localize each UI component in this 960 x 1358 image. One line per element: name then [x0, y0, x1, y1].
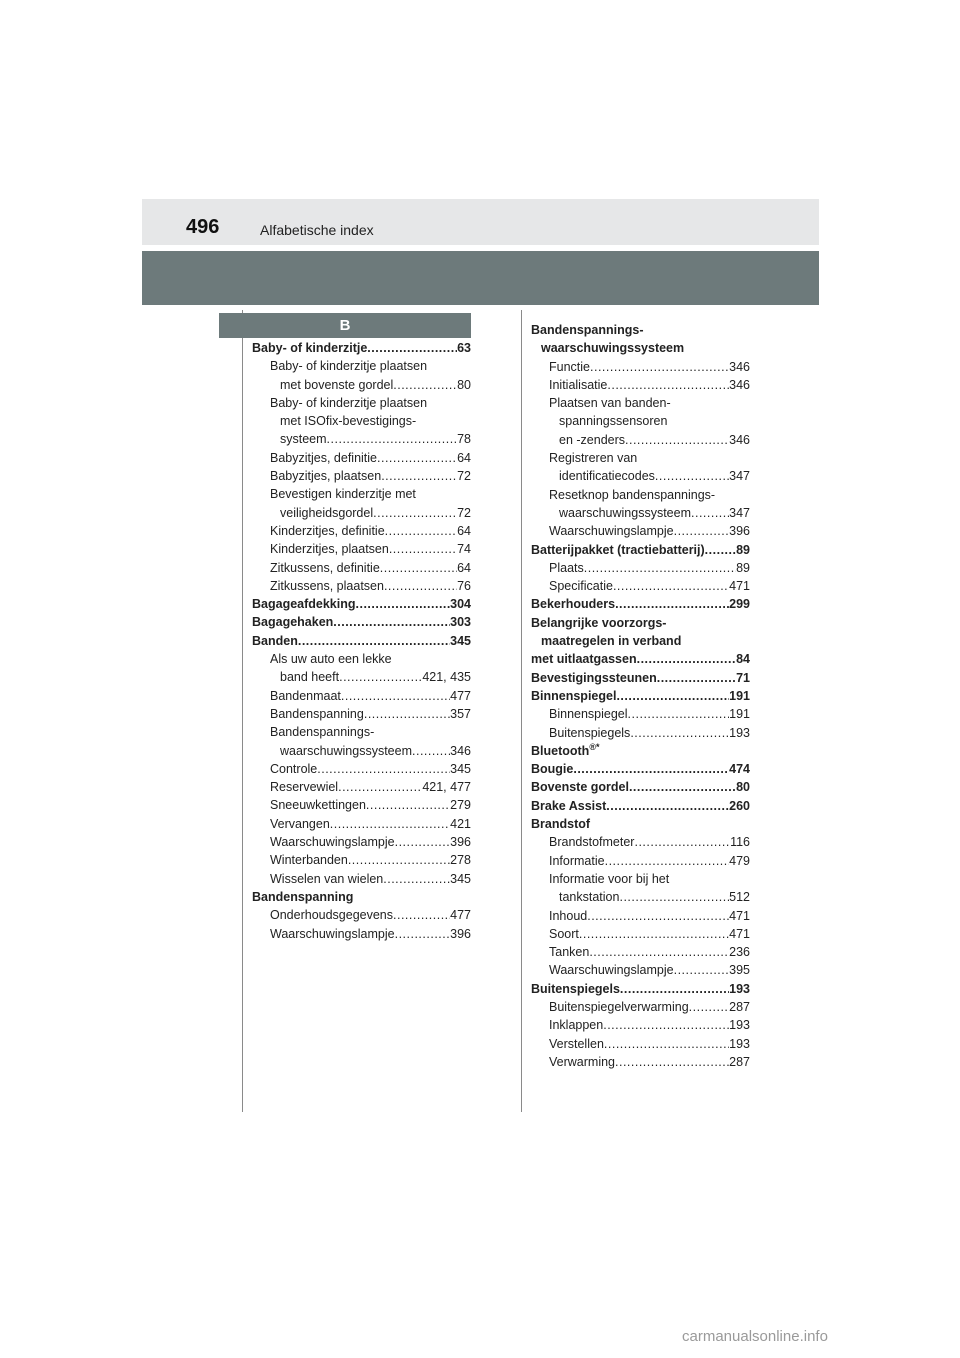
entry-term: Functie: [549, 359, 590, 374]
entry-superscript: ®*: [589, 741, 600, 752]
entry-term: Bandenspanning: [252, 889, 354, 904]
index-subentry: [252, 760, 471, 778]
header-bar: [142, 199, 819, 245]
dot-leader: [395, 833, 451, 851]
page-reference: 191: [729, 688, 750, 703]
index-subentry: [252, 687, 471, 705]
dot-leader: [393, 376, 457, 394]
index-entry: [252, 632, 471, 650]
dot-leader: [604, 1035, 729, 1053]
dot-leader: [327, 430, 458, 448]
dot-leader: [616, 687, 729, 705]
dot-leader: [317, 760, 450, 778]
entry-term: Inhoud: [549, 908, 588, 923]
page-reference: 421, 477: [422, 780, 471, 795]
index-subentry: [252, 430, 471, 448]
index-entry: [252, 595, 471, 613]
entry-term: Informatie voor bij het: [549, 871, 670, 886]
page-reference: 477: [450, 908, 471, 923]
index-subentry: [531, 412, 750, 430]
entry-term: Specificatie: [549, 579, 613, 594]
index-entry: [531, 742, 750, 760]
entry-term: Registreren van: [549, 451, 638, 466]
index-subentry: [252, 504, 471, 522]
entry-term: Buitenspiegelverwarming: [549, 999, 689, 1014]
index-subentry: [531, 925, 750, 943]
dot-leader: [373, 504, 457, 522]
entry-term: spanningssensoren: [559, 414, 668, 429]
page-reference: 346: [729, 377, 750, 392]
entry-term: systeem: [280, 432, 327, 447]
index-entry: [531, 797, 750, 815]
dot-leader: [630, 724, 729, 742]
entry-term: Baby- of kinderzitje: [252, 341, 368, 355]
page-reference: 346: [729, 359, 750, 374]
page-reference: 116: [730, 835, 750, 850]
entry-term: Buitenspiegels: [531, 981, 620, 996]
entry-term: Bekerhouders: [531, 597, 616, 612]
entry-term: met ISOfix-bevestigings-: [280, 414, 417, 429]
index-subentry: [531, 467, 750, 485]
index-entry: [531, 650, 750, 668]
entry-term: Babyzitjes, definitie: [270, 450, 378, 465]
index-entry: [252, 339, 471, 357]
dot-leader: [338, 778, 422, 796]
index-subentry: [252, 650, 471, 668]
index-subentry: [252, 778, 471, 796]
index-subentry: [531, 486, 750, 504]
index-subentry: [531, 1035, 750, 1053]
entry-term: Tanken: [549, 945, 590, 960]
entry-term: Bagagehaken: [252, 615, 334, 630]
dot-leader: [573, 760, 729, 778]
entry-term: Verwarming: [549, 1054, 615, 1069]
dot-leader: [620, 980, 729, 998]
index-subentry: [531, 907, 750, 925]
index-column-left: [252, 339, 471, 943]
page-reference: 303: [450, 615, 471, 630]
dot-leader: [356, 595, 451, 613]
entry-term: Buitenspiegels: [549, 725, 631, 740]
page-title: Alfabetische index: [260, 222, 374, 238]
entry-term: en -zenders: [559, 432, 626, 447]
index-subentry: [252, 705, 471, 723]
index-subentry: [531, 724, 750, 742]
page-reference: 193: [729, 1036, 750, 1051]
index-entry: [531, 778, 750, 796]
page-reference: 347: [729, 505, 750, 520]
page-reference: 84: [736, 652, 750, 667]
dot-leader: [607, 376, 729, 394]
dot-leader: [615, 595, 729, 613]
entry-term: Bougie: [531, 762, 574, 777]
index-subentry: [531, 705, 750, 723]
index-subentry: [531, 504, 750, 522]
dot-leader: [590, 358, 729, 376]
index-subentry: [252, 723, 471, 741]
index-subentry: [252, 925, 471, 943]
index-subentry: [252, 394, 471, 412]
index-subentry: [531, 522, 750, 540]
page-number: 496: [186, 216, 220, 238]
index-subentry: [252, 796, 471, 814]
index-subentry: [531, 449, 750, 467]
page-reference: 421, 435: [422, 670, 471, 685]
index-subentry: [252, 851, 471, 869]
header-band: [142, 251, 819, 305]
entry-term: Binnenspiegel: [549, 707, 628, 722]
dot-leader: [637, 650, 737, 668]
page-reference: 63: [457, 341, 471, 355]
dot-leader: [619, 888, 729, 906]
dot-leader: [383, 870, 450, 888]
entry-term: met uitlaatgassen: [531, 652, 637, 667]
dot-leader: [579, 925, 729, 943]
page-reference: 345: [450, 871, 471, 886]
dot-leader: [674, 961, 730, 979]
index-entry: [531, 980, 750, 998]
page-reference: 346: [450, 743, 471, 758]
entry-term: Waarschuwingslampje: [270, 835, 395, 850]
page-reference: 76: [457, 578, 471, 593]
dot-leader: [634, 833, 730, 851]
entry-term: Bevestigen kinderzitje met: [270, 487, 416, 502]
index-subentry: [252, 742, 471, 760]
entry-term: Initialisatie: [549, 377, 608, 392]
index-subentry: [531, 870, 750, 888]
dot-leader: [606, 797, 729, 815]
page-reference: 64: [457, 450, 471, 465]
dot-leader: [341, 687, 450, 705]
dot-leader: [395, 925, 451, 943]
entry-term: Inklappen: [549, 1018, 604, 1033]
dot-leader: [333, 613, 450, 631]
entry-term: Bandenspannings-: [270, 725, 375, 740]
page-reference: 89: [736, 560, 750, 575]
entry-term: veiligheidsgordel: [280, 505, 374, 520]
index-subentry: [531, 1016, 750, 1034]
index-entry: [531, 321, 750, 339]
entry-term: Winterbanden: [270, 853, 348, 868]
entry-term: Bandenmaat: [270, 688, 341, 703]
entry-term: Batterijpakket (tractiebatterij): [531, 542, 705, 557]
index-subentry: [252, 577, 471, 595]
dot-leader: [689, 998, 729, 1016]
entry-term: Baby- of kinderzitje plaatsen: [270, 359, 428, 374]
entry-term: Waarschuwingslampje: [270, 926, 395, 941]
entry-term: Als uw auto een lekke: [270, 652, 392, 667]
page-reference: 396: [450, 835, 471, 850]
page-reference: 236: [729, 945, 750, 960]
entry-term: Bevestigingssteunen: [531, 670, 657, 685]
dot-leader: [364, 705, 450, 723]
entry-term: identificatiecodes: [559, 469, 655, 484]
entry-term: Onderhoudsgegevens: [270, 908, 394, 923]
index-subentry: [252, 376, 471, 394]
entry-term: waarschuwingssysteem: [541, 341, 685, 356]
index-subentry: [531, 559, 750, 577]
index-entry: [531, 687, 750, 705]
entry-term: maatregelen in verband: [541, 634, 682, 649]
page-reference: 471: [729, 926, 750, 941]
dot-leader: [605, 852, 730, 870]
entry-term: Brake Assist: [531, 798, 607, 813]
dot-leader: [587, 907, 729, 925]
entry-term: Zitkussens, plaatsen: [270, 578, 384, 593]
page-reference: 287: [729, 999, 750, 1014]
index-entry: [531, 541, 750, 559]
index-entry: [531, 595, 750, 613]
index-entry: [531, 669, 750, 687]
index-subentry: [252, 833, 471, 851]
index-subentry: [531, 376, 750, 394]
dot-leader: [377, 449, 457, 467]
page-reference: 191: [729, 707, 750, 722]
entry-term: Bandenspanning: [270, 706, 364, 721]
entry-term: waarschuwingssysteem: [559, 505, 691, 520]
dot-leader: [625, 431, 729, 449]
dot-leader: [381, 467, 457, 485]
entry-term: Babyzitjes, plaatsen: [270, 469, 382, 484]
index-subentry: [252, 815, 471, 833]
dot-leader: [705, 541, 736, 559]
page-reference: 80: [457, 377, 471, 392]
entry-term: Resetknop bandenspannings-: [549, 487, 716, 502]
page-reference: 347: [729, 469, 750, 484]
entry-term: tankstation: [559, 890, 620, 905]
entry-term: band heeft: [280, 670, 340, 685]
dot-leader: [615, 1053, 729, 1071]
dot-leader: [298, 632, 450, 650]
entry-term: Verstellen: [549, 1036, 604, 1051]
entry-term: Zitkussens, definitie: [270, 560, 380, 575]
dot-leader: [385, 522, 457, 540]
index-subentry: [252, 449, 471, 467]
index-subentry: [252, 412, 471, 430]
page-reference: 345: [450, 761, 471, 776]
entry-term: Banden: [252, 633, 298, 648]
dot-leader: [629, 778, 736, 796]
entry-term: Brandstof: [531, 817, 591, 832]
page-reference: 395: [729, 963, 750, 978]
entry-term: Bovenste gordel: [531, 780, 629, 795]
page-reference: 396: [450, 926, 471, 941]
dot-leader: [613, 577, 729, 595]
entry-term: Bagageafdekking: [252, 597, 356, 612]
dot-leader: [628, 705, 730, 723]
column-divider-left: [242, 310, 243, 1112]
page-reference: 72: [457, 505, 471, 520]
entry-term: Bandenspannings-: [531, 323, 644, 337]
page-reference: 193: [729, 725, 750, 740]
page-reference: 64: [457, 560, 471, 575]
index-subentry: [531, 833, 750, 851]
index-subentry: [252, 906, 471, 924]
dot-leader: [584, 559, 736, 577]
entry-term: Sneeuwkettingen: [270, 798, 366, 813]
index-entry: [531, 760, 750, 778]
dot-leader: [589, 943, 729, 961]
index-entry: [252, 888, 471, 906]
entry-term: Soort: [549, 926, 579, 941]
index-subentry: [252, 485, 471, 503]
page-reference: 471: [729, 579, 750, 594]
entry-term: Kinderzitjes, definitie: [270, 523, 385, 538]
dot-leader: [339, 668, 422, 686]
index-subentry: [531, 961, 750, 979]
page-reference: 71: [736, 670, 750, 685]
index-subentry: [252, 668, 471, 686]
index-subentry: [252, 559, 471, 577]
index-subentry: [252, 357, 471, 375]
index-entry: [531, 632, 750, 650]
entry-term: Wisselen van wielen: [270, 871, 384, 886]
dot-leader: [393, 906, 450, 924]
entry-term: met bovenste gordel: [280, 377, 394, 392]
page-reference: 396: [729, 524, 750, 539]
column-divider-middle: [521, 310, 522, 1112]
page-reference: 512: [729, 890, 750, 905]
index-column-right: [531, 321, 750, 1071]
index-subentry: [531, 577, 750, 595]
entry-term: Reservewiel: [270, 780, 339, 795]
index-subentry: [531, 394, 750, 412]
index-subentry: [531, 431, 750, 449]
page-reference: 80: [736, 780, 750, 795]
dot-leader: [366, 796, 450, 814]
entry-term: Belangrijke voorzorgs-: [531, 615, 667, 630]
section-letter-heading: B: [219, 313, 471, 338]
index-subentry: [531, 358, 750, 376]
dot-leader: [603, 1016, 729, 1034]
entry-term: Plaats: [549, 560, 584, 575]
dot-leader: [348, 851, 450, 869]
page-reference: 345: [450, 633, 471, 648]
page-reference: 477: [450, 688, 471, 703]
index-entry: [531, 815, 750, 833]
dot-leader: [380, 559, 457, 577]
dot-leader: [367, 339, 457, 357]
page-reference: 64: [457, 523, 471, 538]
dot-leader: [330, 815, 450, 833]
page-reference: 421: [450, 816, 471, 831]
index-subentry: [252, 522, 471, 540]
entry-term: Waarschuwingslampje: [549, 963, 674, 978]
page-reference: 193: [729, 981, 750, 996]
index-subentry: [252, 467, 471, 485]
page-reference: 193: [729, 1018, 750, 1033]
page-reference: 474: [729, 762, 750, 777]
page-reference: 299: [729, 597, 750, 612]
page-reference: 72: [457, 469, 471, 484]
entry-term: Bluetooth: [531, 743, 590, 758]
entry-term: Waarschuwingslampje: [549, 524, 674, 539]
page-reference: 479: [729, 853, 750, 868]
entry-term: Vervangen: [270, 816, 330, 831]
index-subentry: [531, 1053, 750, 1071]
entry-term: waarschuwingssysteem: [280, 743, 412, 758]
dot-leader: [657, 669, 736, 687]
page-reference: 89: [736, 542, 750, 557]
index-subentry: [531, 998, 750, 1016]
entry-term: Controle: [270, 761, 318, 776]
dot-leader: [389, 540, 457, 558]
page-reference: 471: [729, 908, 750, 923]
dot-leader: [674, 522, 730, 540]
page-reference: 357: [450, 706, 471, 721]
dot-leader: [691, 504, 729, 522]
index-subentry: [531, 852, 750, 870]
index-entry: [531, 339, 750, 357]
entry-term: Binnenspiegel: [531, 688, 617, 703]
dot-leader: [655, 467, 729, 485]
dot-leader: [384, 577, 457, 595]
entry-term: Baby- of kinderzitje plaatsen: [270, 395, 428, 410]
dot-leader: [412, 742, 450, 760]
entry-term: Brandstofmeter: [549, 835, 635, 850]
index-subentry: [531, 943, 750, 961]
index-subentry: [531, 888, 750, 906]
page-reference: 304: [450, 597, 471, 612]
page-reference: 260: [729, 798, 750, 813]
entry-term: Plaatsen van banden-: [549, 396, 671, 411]
index-subentry: [252, 870, 471, 888]
entry-term: Kinderzitjes, plaatsen: [270, 542, 389, 557]
page-reference: 278: [450, 853, 471, 868]
page-reference: 346: [729, 432, 750, 447]
index-entry: [531, 614, 750, 632]
page-reference: 78: [457, 432, 471, 447]
page-reference: 74: [457, 542, 471, 557]
watermark: carmanualsonline.info: [682, 1328, 828, 1345]
index-entry: [252, 613, 471, 631]
page-reference: 279: [450, 798, 471, 813]
entry-term: Informatie: [549, 853, 605, 868]
index-subentry: [252, 540, 471, 558]
page-reference: 287: [729, 1054, 750, 1069]
